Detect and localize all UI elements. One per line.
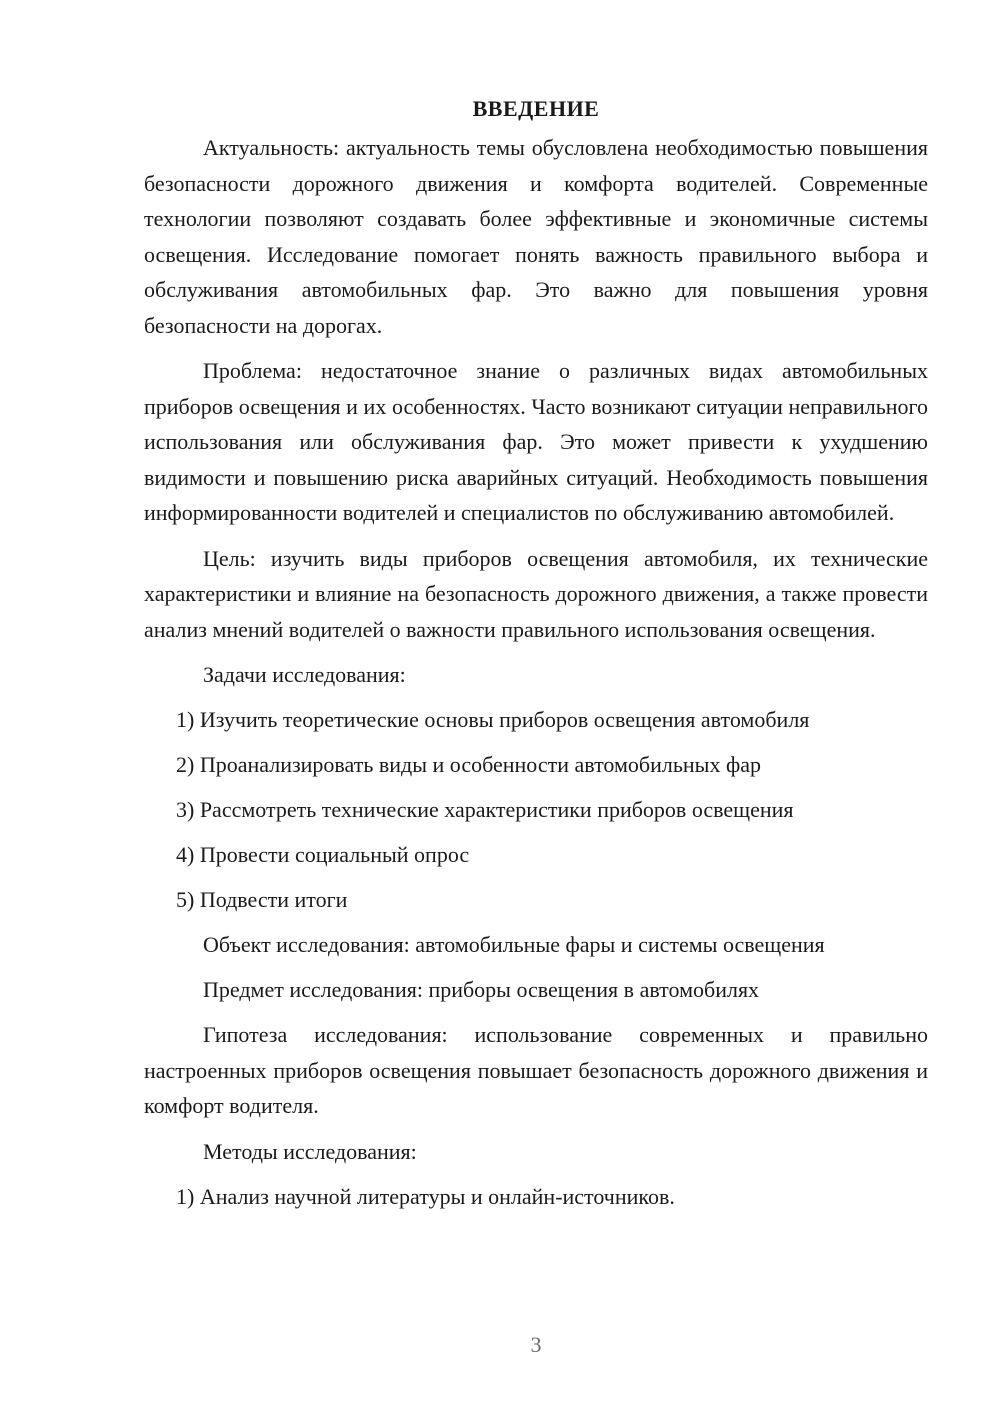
object-line: Объект исследования: автомобильные фары и системы освещения [203, 932, 825, 957]
methods-list [144, 1179, 928, 1214]
relevance-paragraph: Актуальность: актуальность темы обусловлена необходимостью повышения безопасности дорожного движения и комфорта водителей. Современные технологии позволяют создавать более эффективные и экономичные системы освещения. Исследование помогает понять важность правильного выбора и обслуживания автомобильных фар. Это важно для повышения уровня безопасности на дорогах. [144, 135, 928, 338]
hypothesis-paragraph: Гипотеза исследования: использование современных и правильно настроенных приборов освещения повышает безопасность дорожного движения и комфорт водителя. [144, 1022, 928, 1118]
list-item: 5) Подвести итоги [176, 887, 348, 912]
list-item: 3) Рассмотреть технические характеристики приборов освещения [176, 797, 794, 822]
subject-line: Предмет исследования: приборы освещения в автомобилях [203, 977, 760, 1002]
document-page [144, 92, 928, 1214]
page-number: 3 [530, 1332, 542, 1357]
methods-title: Методы исследования: [203, 1138, 417, 1164]
page-title: ВВЕДЕНИЕ [472, 96, 600, 121]
list-item: 1) Изучить теоретические основы приборов освещения автомобиля [176, 707, 810, 732]
tasks-list [144, 702, 928, 917]
list-item: 1) Анализ научной литературы и онлайн-источников. [176, 1183, 675, 1209]
list-item: 4) Провести социальный опрос [176, 842, 470, 867]
tasks-title: Задачи исследования: [203, 662, 406, 687]
goal-paragraph: Цель: изучить виды приборов освещения автомобиля, их технические характеристики и влияние на безопасность дорожного движения, а также провести анализ мнений водителей о важности правильного использования освещения. [144, 545, 928, 642]
list-item: 2) Проанализировать виды и особенности автомобильных фар [176, 752, 761, 777]
problem-paragraph: Проблема: недостаточное знание о различных видах автомобильных приборов освещения и их особенностях. Часто возникают ситуации неправильного использования или обслуживания фар. Это может привести к ухудшению видимости и повышению риска аварийных ситуаций. Необходимость повышения информированности водителей и специалистов по обслуживанию автомобилей. [144, 358, 928, 525]
